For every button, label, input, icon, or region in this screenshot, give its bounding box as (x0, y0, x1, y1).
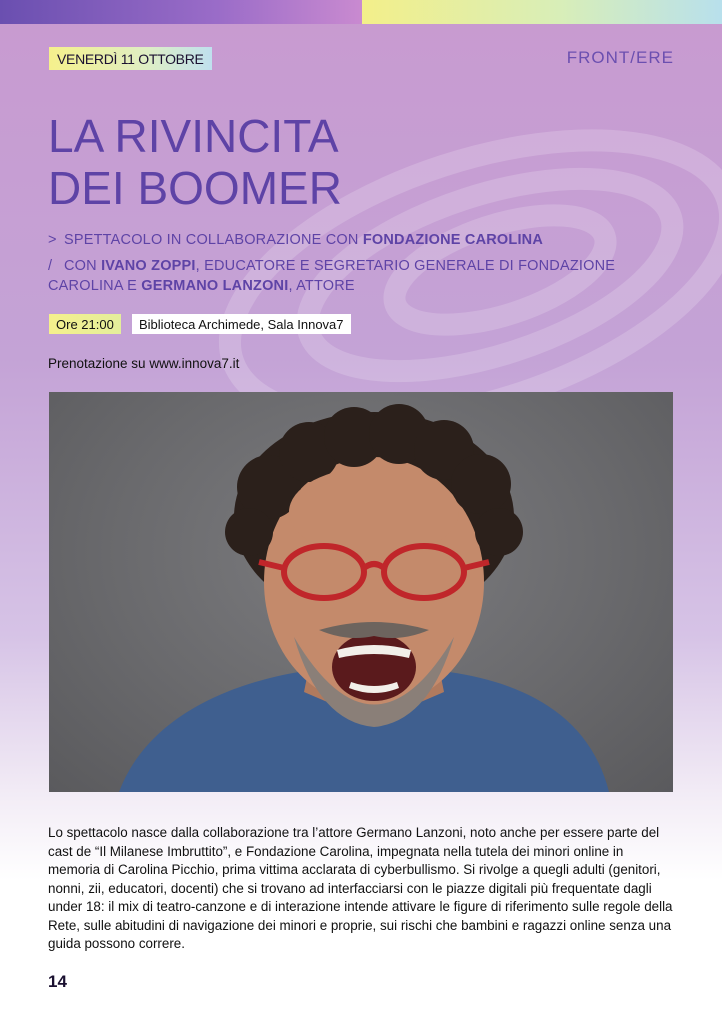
event-location-tag: Biblioteca Archimede, Sala Innova7 (132, 314, 351, 334)
subtitle-cast (48, 256, 678, 296)
arrow-marker: > (48, 232, 57, 248)
event-title-line2: DEI BOOMER (48, 162, 342, 214)
subtitle-cast-text3: , ATTORE (288, 278, 355, 294)
top-color-bar-right (362, 0, 722, 24)
event-date-tag: VENERDÌ 11 OTTOBRE (49, 47, 212, 70)
subtitle-cast-text2: , EDUCATORE E SEGRETARIO GENERALE DI FONDAZIONE CAROLINA E (48, 258, 616, 294)
performer-photo (49, 392, 673, 792)
event-title (48, 110, 342, 214)
event-time-tag: Ore 21:00 (49, 314, 121, 334)
booking-info: Prenotazione su www.innova7.it (48, 356, 240, 371)
performer-photo-illustration (49, 392, 673, 792)
subtitle-cast-text1: CON (64, 258, 102, 274)
subtitle-cast-name2: GERMANO LANZONI (141, 278, 289, 294)
subtitle-collaboration-partner: FONDAZIONE CAROLINA (362, 232, 544, 248)
brand-logo-text: FRONT/ERE (566, 48, 674, 67)
subtitle-cast-name1: IVANO ZOPPI (101, 258, 196, 274)
subtitle-collaboration (48, 230, 543, 250)
event-title-line1: LA RIVINCITA (48, 110, 339, 162)
page-number: 14 (48, 972, 67, 991)
slash-marker: / (48, 258, 53, 274)
subtitle-collaboration-text: SPETTACOLO IN COLLABORAZIONE CON (64, 232, 363, 248)
event-description: Lo spettacolo nasce dalla collaborazione tra l’attore Germano Lanzoni, noto anche per essere parte del cast de “Il Milanese Imbruttito”, e Fondazione Carolina, impegnata nella tutela dei minori online in memoria di Carolina Picchio, prima vittima acclarata di cyberbullismo. Si rivolge a quegli adulti (genitori, nonni, zii, educatori, docenti) che si trovano ad interfacciarsi con le piazze digitali più frequentate dagli under 18: il mix di teatro-canzone e di interazione intende attivare le figure di riferimento sulle regole della Rete, sulle abitudini di navigazione dei minori e proprie, sui rischi che bambini e ragazzi online senza una guida possono correre. (48, 825, 673, 951)
top-color-bar-left (0, 0, 362, 24)
